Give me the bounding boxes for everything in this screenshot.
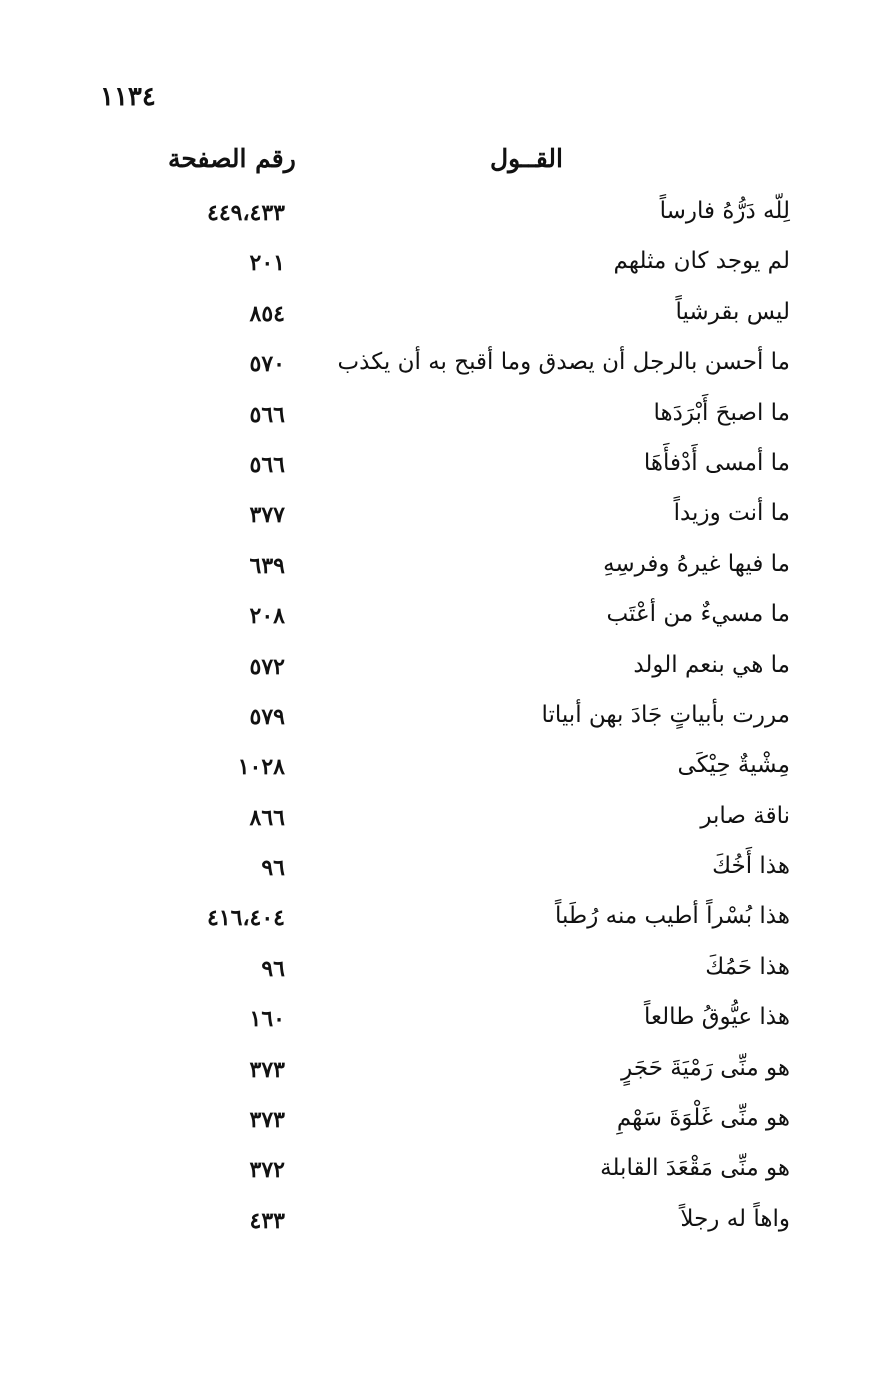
entry-quote: ما فيها غيرهُ وفرسِهِ [603, 550, 790, 577]
index-entry [0, 893, 885, 943]
index-entry [0, 238, 885, 288]
entry-pages: ٨٦٦ [249, 804, 285, 831]
index-entry [0, 289, 885, 339]
entry-pages: ٥٧٩ [249, 703, 285, 730]
entry-quote: هو منِّى مَقْعَدَ القابلة [600, 1155, 790, 1182]
entry-quote: لِلّه دَرُّهُ فارساً [659, 198, 790, 224]
index-entry [0, 490, 885, 540]
column-header-page-number: رقم الصفحة [168, 144, 296, 173]
entry-quote: هذا بُسْراً أطيب منه رُطَباً [554, 903, 790, 930]
index-entry [0, 843, 885, 893]
entry-pages: ٣٧٢ [249, 1157, 285, 1184]
index-entry [0, 692, 885, 742]
entry-pages: ٣٧٣ [249, 1107, 285, 1134]
entry-quote: هو منِّى غَلْوَةَ سَهْمِ [616, 1105, 790, 1132]
entry-pages: ٥٦٦ [249, 451, 285, 478]
entry-pages: ٣٧٣ [249, 1056, 285, 1083]
index-entry [0, 1045, 885, 1095]
entry-quote: ما هي بنعم الولد [633, 651, 790, 678]
index-entry [0, 440, 885, 490]
index-entry [0, 944, 885, 994]
entry-pages: ٦٣٩ [249, 552, 285, 579]
entry-quote: مِشْيةٌ حِيْكَى [677, 752, 790, 779]
entry-quote: هو منِّى رَمْيَةَ حَجَرٍ [621, 1054, 790, 1081]
column-header-quote: القــول [490, 144, 563, 173]
index-entry [0, 1196, 885, 1246]
entry-pages: ٥٧٢ [249, 653, 285, 680]
entry-pages: ٥٧٠ [249, 351, 285, 378]
index-entry [0, 339, 885, 389]
entry-quote: ما أحسن بالرجل أن يصدق وما أقبح به أن يكذب [337, 349, 790, 376]
entry-pages: ١٠٢٨ [237, 754, 285, 781]
table-header [0, 144, 885, 184]
entry-pages: ٤١٦،٤٠٤ [207, 905, 285, 932]
index-entry [0, 390, 885, 440]
entry-quote: هذا أَخُكَ [712, 853, 790, 880]
entry-pages: ٢٠٨ [249, 603, 285, 630]
entry-quote: ما اصبحَ أَبْرَدَها [653, 399, 790, 426]
entry-quote: ليس بقرشياً [675, 298, 790, 325]
index-entries [0, 188, 885, 1246]
entry-quote: هذا عيُّوقُ طالعاً [643, 1004, 790, 1031]
index-entry [0, 994, 885, 1044]
entry-pages: ٤٤٩،٤٣٣ [207, 200, 285, 226]
page-number: ١١٣٤ [100, 82, 156, 112]
entry-pages: ٥٦٦ [249, 401, 285, 428]
index-entry [0, 742, 885, 792]
entry-quote: هذا حَمُكَ [705, 953, 790, 980]
entry-pages: ٩٦ [261, 855, 285, 882]
entry-pages: ٣٧٧ [249, 502, 285, 529]
index-entry [0, 541, 885, 591]
entry-quote: ما أمسى أَدْفأَهَا [643, 449, 790, 476]
entry-pages: ٩٦ [261, 955, 285, 982]
index-entry [0, 793, 885, 843]
index-entry [0, 1095, 885, 1145]
index-entry [0, 188, 885, 238]
entry-quote: ما أنت وزيداً [673, 500, 790, 527]
index-entry [0, 591, 885, 641]
entry-quote: لم يوجد كان مثلهم [613, 248, 790, 275]
entry-pages: ٢٠١ [249, 250, 285, 277]
entry-pages: ١٦٠ [249, 1006, 285, 1033]
entry-pages: ٤٣٣ [249, 1207, 285, 1234]
entry-quote: واهاً له رجلاً [680, 1205, 790, 1232]
index-entry [0, 642, 885, 692]
entry-quote: ما مسيءٌ من أعْتَب [606, 601, 790, 628]
entry-pages: ٨٥٤ [249, 300, 285, 327]
index-entry [0, 1145, 885, 1195]
entry-quote: ناقة صابر [700, 802, 790, 829]
entry-quote: مررت بأبياتٍ جَادَ بهن أبياتا [541, 701, 790, 728]
